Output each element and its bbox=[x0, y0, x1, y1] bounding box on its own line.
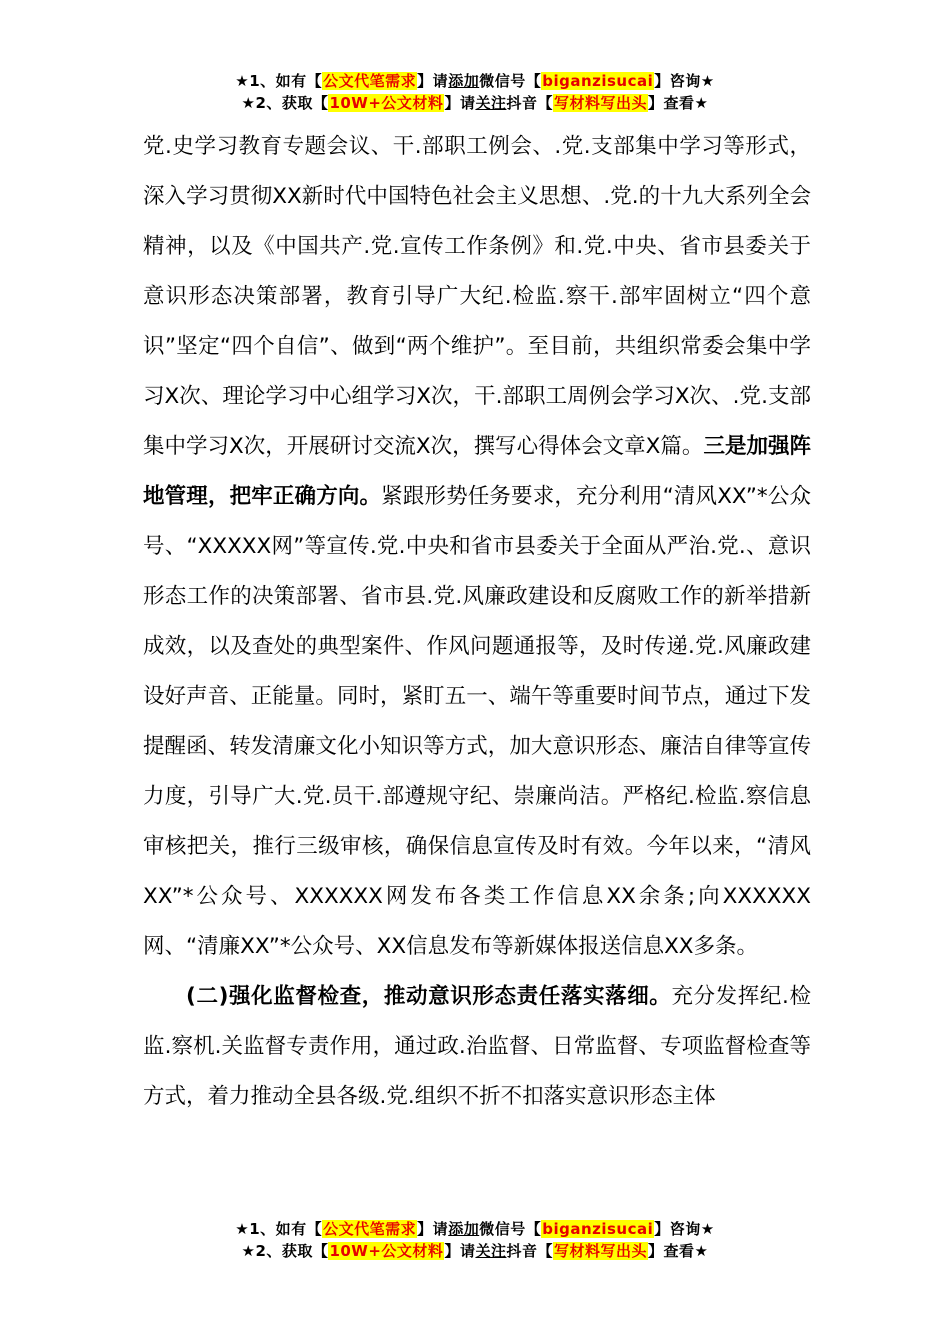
banner-highlight: 10W+公文材料 bbox=[329, 94, 444, 112]
banner-highlight: 公文代笔需求 bbox=[323, 72, 417, 90]
banner-line-1 bbox=[0, 70, 950, 92]
banner-text: 微信号【 bbox=[479, 1220, 542, 1238]
banner-underlined: 关注 bbox=[475, 1242, 507, 1260]
paragraph-2 bbox=[143, 972, 811, 1122]
paragraph-text: 党.史学习教育专题会议、干.部职工例会、.党.支部集中学习等形式，深入学习贯彻XX新时代中国特色社会主义思想、.党.的十九大系列全会精神，以及《中国共产.党.宣传工作条例》和.党.中央、省市县委关于意识形态决策部署，教育引导广大纪.检监.察干.部牢固树立“四个意识”坚定“四个自信”、做到“两个维护”。至目前，共组织常委会集中学习X次、理论学习中心组学习X次，干.部职工周例会学习X次、.党.支部集中学习X次，开展研讨交流X次，撰写心得体会文章X篇。 bbox=[143, 134, 811, 459]
banner-underlined: 添加 bbox=[448, 72, 480, 90]
banner-highlight: biganzisucai bbox=[542, 72, 654, 90]
banner-line-2 bbox=[0, 92, 950, 114]
banner-text: 抖音【 bbox=[506, 94, 553, 112]
banner-underlined: 添加 bbox=[448, 1220, 480, 1238]
banner-line-2 bbox=[0, 1240, 950, 1262]
section-heading: (二)强化监督检查，推动意识形态责任落实落细。 bbox=[186, 984, 672, 1009]
banner-text: 】请 bbox=[417, 72, 449, 90]
banner-underlined: 关注 bbox=[475, 94, 507, 112]
banner-text: ★1、如有【 bbox=[235, 72, 323, 90]
banner-text: ★2、获取【 bbox=[241, 1242, 329, 1260]
paragraph-bold-heading: 三是加强阵地管理，把牢正确方向。 bbox=[143, 434, 811, 509]
banner-highlight: biganzisucai bbox=[542, 1220, 654, 1238]
banner-text: ★1、如有【 bbox=[235, 1220, 323, 1238]
banner-text: 微信号【 bbox=[479, 72, 542, 90]
banner-highlight: 写材料写出头 bbox=[553, 94, 647, 112]
banner-highlight: 写材料写出头 bbox=[553, 1242, 647, 1260]
footer-banner bbox=[0, 1218, 950, 1262]
banner-highlight: 10W+公文材料 bbox=[329, 1242, 444, 1260]
paragraph-text: 充分发挥纪.检监.察机.关监督专责作用，通过政.治监督、日常监督、专项监督检查等方式，着力推动全县各级.党.组织不折不扣落实意识形态主体 bbox=[143, 984, 811, 1109]
banner-text: 】查看★ bbox=[648, 1242, 709, 1260]
banner-text: 】查看★ bbox=[648, 94, 709, 112]
banner-text: 】请 bbox=[444, 94, 476, 112]
banner-highlight: 公文代笔需求 bbox=[323, 1220, 417, 1238]
document-body bbox=[143, 122, 811, 1122]
paragraph-text: 紧跟形势任务要求，充分利用“清风XX”*公众号、“XXXXX网”等宣传.党.中央和省市县委关于全面从严治.党.、意识形态工作的决策部署、省市县.党.风廉政建设和反腐败工作的新举措新成效，以及查处的典型案件、作风问题通报等，及时传递.党.风廉政建设好声音、正能量。同时，紧盯五一、端午等重要时间节点，通过下发提醒函、转发清廉文化小知识等方式，加大意识形态、廉洁自律等宣传力度，引导广大.党.员干.部遵规守纪、崇廉尚洁。严格纪.检监.察信息审核把关，推行三级审核，确保信息宣传及时有效。今年以来，“清风XX”*公众号、XXXXXX网发布各类工作信息XX余条;向XXXXXX网、“清廉XX”*公众号、XX信息发布等新媒体报送信息XX多条。 bbox=[143, 484, 811, 959]
banner-text: 】咨询★ bbox=[654, 1220, 715, 1238]
banner-line-1 bbox=[0, 1218, 950, 1240]
header-banner bbox=[0, 70, 950, 114]
banner-text: 】咨询★ bbox=[654, 72, 715, 90]
banner-text: ★2、获取【 bbox=[241, 94, 329, 112]
paragraph-1 bbox=[143, 122, 811, 972]
banner-text: 】请 bbox=[417, 1220, 449, 1238]
banner-text: 】请 bbox=[444, 1242, 476, 1260]
banner-text: 抖音【 bbox=[506, 1242, 553, 1260]
